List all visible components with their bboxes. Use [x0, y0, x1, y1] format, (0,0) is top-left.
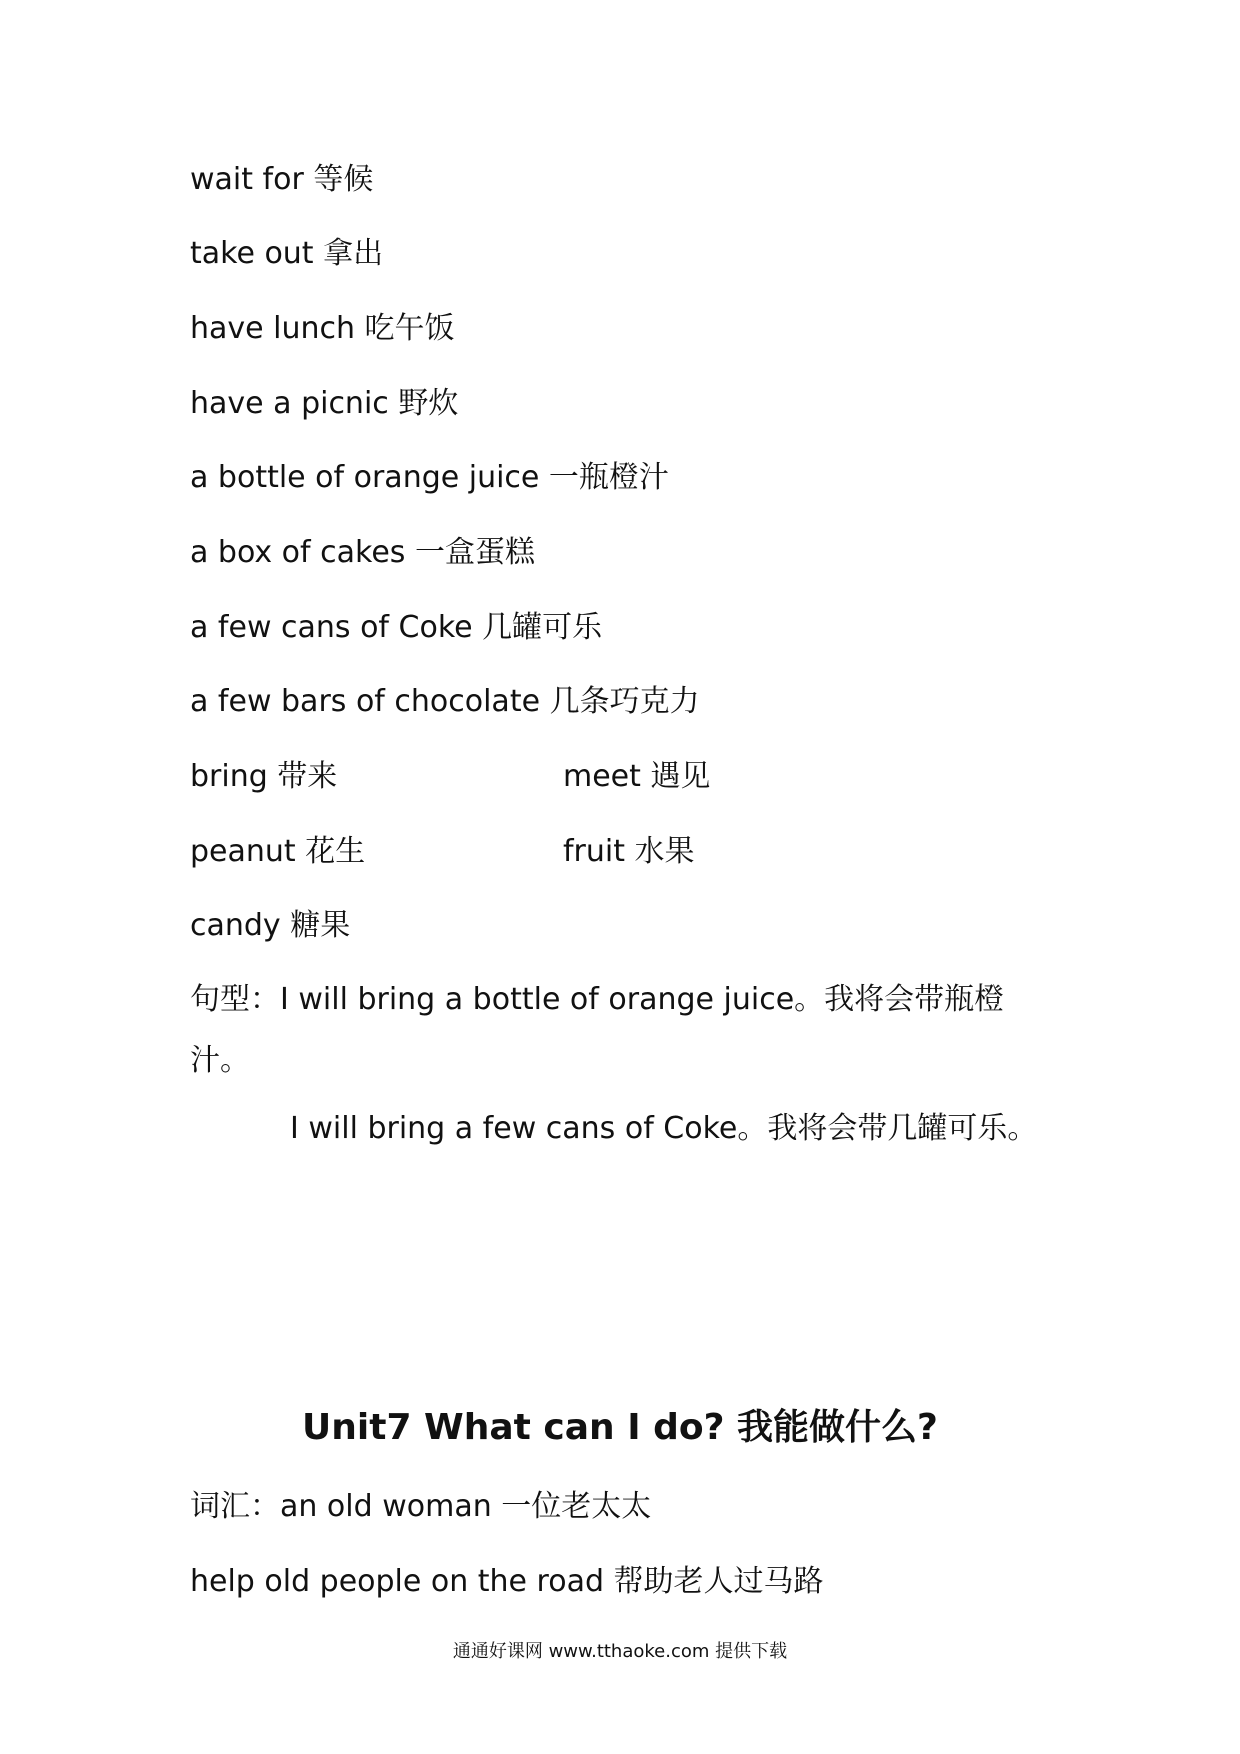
vocab-item: candy 糖果 [190, 908, 351, 943]
vocab-item: wait for 等候 [190, 162, 374, 197]
footer-credit: 通通好课网 www.tthaoke.com 提供下载 [452, 1641, 788, 1662]
vocab-item: a box of cakes 一盒蛋糕 [190, 535, 535, 570]
unit-heading: Unit7 What can I do? 我能做什么? [302, 1407, 938, 1448]
vocab-item: a bottle of orange juice 一瓶橙汁 [190, 460, 669, 495]
unit7-vocab-intro: 词汇：an old woman 一位老太太 [190, 1489, 652, 1524]
sentence-pattern-line2: 汁。 [190, 1043, 250, 1078]
vocab-item: take out 拿出 [190, 236, 384, 271]
vocab-item: a few cans of Coke 几罐可乐 [190, 610, 603, 645]
unit7-phrase: help old people on the road 帮助老人过马路 [190, 1564, 824, 1599]
vocab-item-right: fruit 水果 [563, 834, 695, 869]
vocab-item: have a picnic 野炊 [190, 386, 459, 421]
vocab-item-left: bring 带来 [190, 759, 338, 794]
vocab-item-left: peanut 花生 [190, 834, 366, 869]
vocab-item: have lunch 吃午饭 [190, 311, 455, 346]
sentence-pattern-line1: 句型：I will bring a bottle of orange juice。我将会带瓶橙 [190, 982, 1005, 1017]
vocab-item-right: meet 遇见 [563, 759, 711, 794]
sentence-pattern-second: I will bring a few cans of Coke。我将会带几罐可乐。 [290, 1111, 1038, 1146]
vocab-item: a few bars of chocolate 几条巧克力 [190, 684, 700, 719]
